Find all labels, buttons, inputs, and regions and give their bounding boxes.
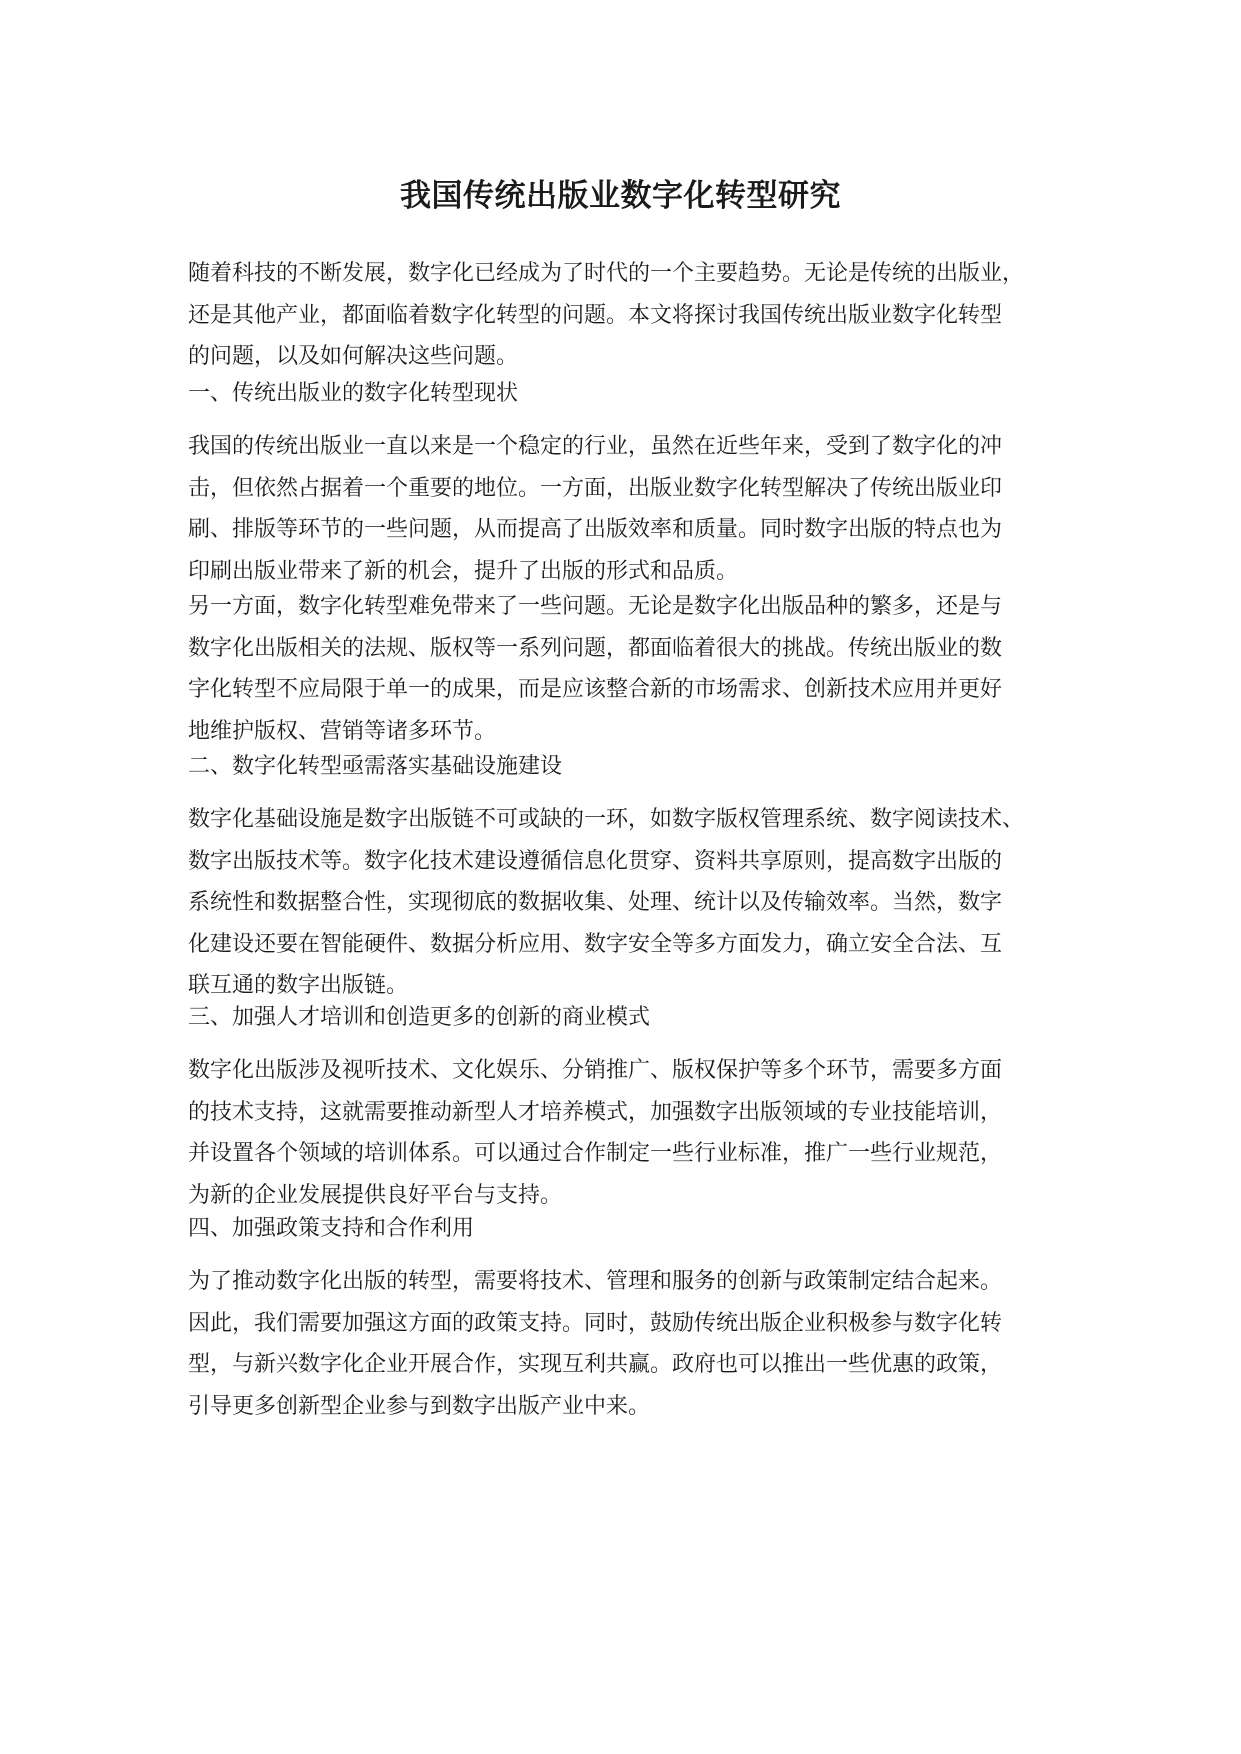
paragraph-line: 数字化出版相关的法规、版权等一系列问题，都面临着很大的挑战。传统出版业的数: [188, 635, 1003, 661]
section-heading-4: 四、加强政策支持和合作利用: [188, 1216, 475, 1241]
paragraph-line: 击，但依然占据着一个重要的地位。一方面，出版业数字化转型解决了传统出版业印: [188, 475, 1003, 501]
paragraph-line: 并设置各个领域的培训体系。可以通过合作制定一些行业标准，推广一些行业规范，: [188, 1141, 1003, 1166]
section-heading-3: 三、加强人才培训和创造更多的创新的商业模式: [188, 1005, 651, 1030]
section2-paragraph-1: [188, 799, 1024, 1007]
section1-paragraph-1: [188, 426, 1002, 592]
paragraph-line: 数字化出版涉及视听技术、文化娱乐、分销推广、版权保护等多个环节，需要多方面: [188, 1058, 1003, 1083]
paragraph-line: 数字化基础设施是数字出版链不可或缺的一环，如数字版权管理系统、数字阅读技术、: [188, 807, 1025, 832]
paragraph-line: 引导更多创新型企业参与到数字出版产业中来。: [188, 1393, 651, 1419]
paragraph-line: 系统性和数据整合性，实现彻底的数据收集、处理、统计以及传输效率。当然，数字: [188, 890, 1003, 915]
paragraph-line: 因此，我们需要加强这方面的政策支持。同时，鼓励传统出版企业积极参与数字化转: [188, 1310, 1003, 1336]
paragraph-line: 印刷出版业带来了新的机会，提升了出版的形式和品质。: [188, 558, 739, 584]
paragraph-line: 为了推动数字化出版的转型，需要将技术、管理和服务的创新与政策制定结合起来。: [188, 1269, 1003, 1294]
intro-paragraph: [188, 253, 1024, 378]
paragraph-line: 还是其他产业，都面临着数字化转型的问题。本文将探讨我国传统出版业数字化转型: [188, 302, 1003, 328]
paragraph-line: 型，与新兴数字化企业开展合作，实现互利共赢。政府也可以推出一些优惠的政策，: [188, 1352, 1003, 1377]
section4-paragraph-1: [188, 1261, 1002, 1427]
paragraph-line: 联互通的数字出版链。: [188, 973, 409, 998]
paragraph-line: 的技术支持，这就需要推动新型人才培养模式，加强数字出版领域的专业技能培训，: [188, 1099, 1003, 1125]
paragraph-line: 数字出版技术等。数字化技术建设遵循信息化贯穿、资料共享原则，提高数字出版的: [188, 848, 1003, 874]
paragraph-line: 为新的企业发展提供良好平台与支持。: [188, 1182, 563, 1208]
paragraph-line: 另一方面，数字化转型难免带来了一些问题。无论是数字化出版品种的繁多，还是与: [188, 594, 1003, 619]
section1-paragraph-2: [188, 586, 1002, 752]
paragraph-line: 的问题，以及如何解决这些问题。: [188, 344, 519, 369]
section3-paragraph-1: [188, 1050, 1002, 1216]
paragraph-line: 地维护版权、营销等诸多环节。: [188, 718, 497, 744]
paragraph-line: 刷、排版等环节的一些问题，从而提高了出版效率和质量。同时数字出版的特点也为: [188, 517, 1003, 542]
paragraph-line: 随着科技的不断发展，数字化已经成为了时代的一个主要趋势。无论是传统的出版业，: [188, 261, 1025, 286]
paragraph-line: 字化转型不应局限于单一的成果，而是应该整合新的市场需求、创新技术应用并更好: [188, 677, 1003, 702]
paragraph-line: 化建设还要在智能硬件、数据分析应用、数字安全等多方面发力，确立安全合法、互: [188, 931, 1003, 957]
section-heading-1: 一、传统出版业的数字化转型现状: [188, 381, 519, 406]
paragraph-line: 我国的传统出版业一直以来是一个稳定的行业，虽然在近些年来，受到了数字化的冲: [188, 434, 1003, 459]
section-heading-2: 二、数字化转型亟需落实基础设施建设: [188, 754, 563, 779]
page-title: 我国传统出版业数字化转型研究: [400, 178, 841, 214]
